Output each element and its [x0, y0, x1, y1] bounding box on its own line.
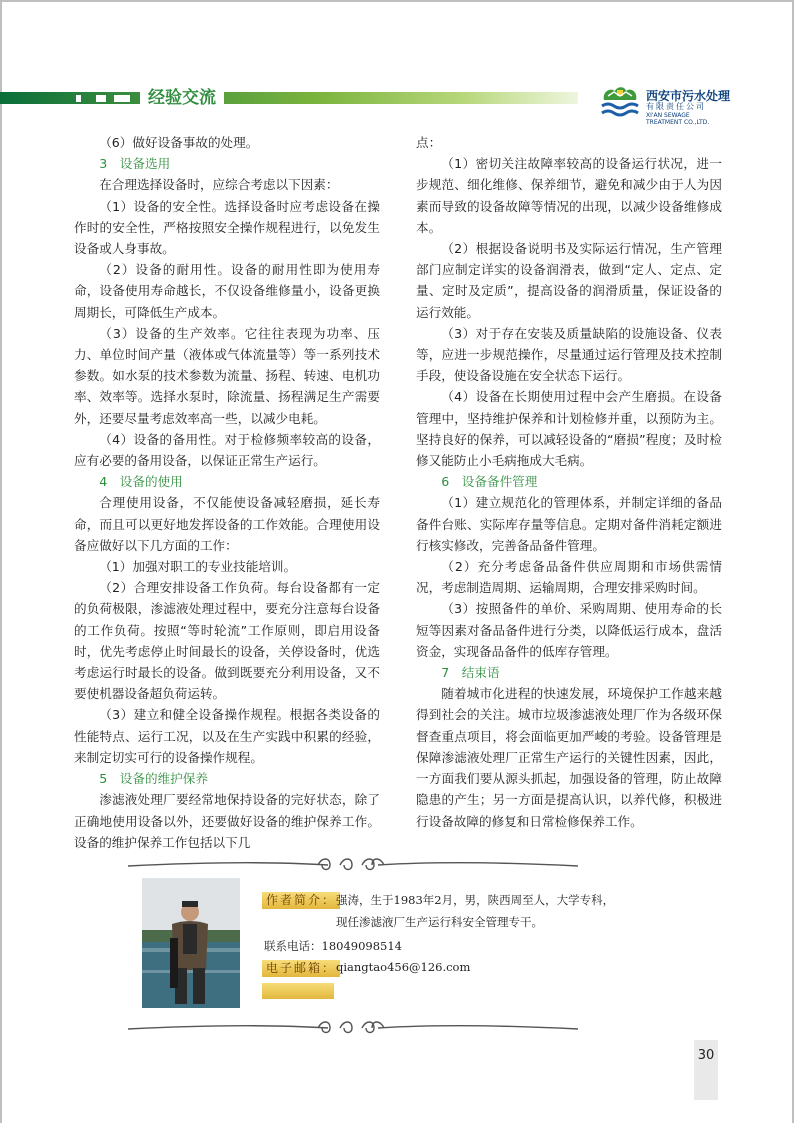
- paragraph: 随着城市化进程的快速发展，环境保护工作越来越得到社会的关注。城市垃圾渗滤液处理厂作为各级环保督查重点项目，将会面临更加严峻的考验。设备管理是保障渗滤液处理厂正常生产运行的关键性因素，因此，一方面我们要从源头抓起，加强设备的管理，防止故障隐患的产生；另一方面是提高认识，以养代修，积极进行设备故障的修复和日常检修保养工作。: [416, 686, 722, 829]
- section-heading: 5 设备的维护保养: [99, 771, 208, 787]
- paragraph: （6）做好设备事故的处理。: [99, 135, 259, 150]
- ornament-divider-top-icon: [128, 853, 578, 875]
- header-square-2: [96, 95, 106, 102]
- author-intro-line-2: 现任渗滤液厂生产运行科安全管理专干。: [336, 915, 543, 929]
- author-photo: [142, 878, 240, 1008]
- paragraph: （1）设备的安全性。选择设备时应考虑设备在操作时的安全性，严格按照安全操作规程进行，以免发生设备或人身事故。: [74, 198, 380, 257]
- paragraph: （3）建立和健全设备操作规程。根据各类设备的性能特点、运行工况，以及在生产实践中积累的经验，来制定切实可行的设备操作规程。: [74, 707, 380, 765]
- paragraph: 在合理选择设备时，应综合考虑以下因素：: [99, 177, 339, 193]
- logo-company-suffix: 有限责任公司: [646, 102, 706, 111]
- paragraph: （3）按照备件的单价、采购周期、使用寿命的长短等因素对备品备件进行分类，以降低运行成本，盘活资金，实现备品备件的低库存管理。: [416, 601, 722, 659]
- paragraph: （4）设备在长期使用过程中会产生磨损。在设备管理中，坚持维护保养和计划检修并重，以预防为主。坚持良好的保养，可以减轻设备的“磨损”程度；及时检修又能防止小毛病拖成大毛病。: [416, 389, 722, 469]
- right-column: [416, 132, 722, 832]
- author-intro-line-1: 强涛，生于1983年2月，男，陕西周至人，大学专科，: [336, 893, 615, 907]
- section-heading: 6 设备备件管理: [441, 474, 538, 490]
- logo-en-line-2: TREATMENT CO.,LTD.: [646, 119, 710, 126]
- logo-en-line-1: XI'AN SEWAGE: [646, 112, 690, 119]
- section-title: 经验交流: [140, 86, 224, 110]
- section-heading: 4 设备的使用: [99, 474, 183, 490]
- paragraph: （1）加强对职工的专业技能培训。: [99, 559, 297, 575]
- section-heading: 7 结束语: [441, 665, 500, 681]
- paragraph: 合理使用设备，不仅能使设备减轻磨损，延长寿命，而且可以更好地发挥设备的工作效能。合理使用设备应做好以下几方面的工作：: [74, 495, 380, 553]
- ornament-divider-bottom-icon: [128, 1016, 578, 1038]
- paragraph: （2）设备的耐用性。设备的耐用性即为使用寿命，设备使用寿命越长，不仅设备维修量小，设备更换周期长，可降低生产成本。: [74, 262, 380, 320]
- paragraph: （1）建立规范化的管理体系，并制定详细的备品备件台账、实际库存量等信息。定期对备件消耗定额进行核实修改，完善备品备件管理。: [416, 495, 722, 553]
- paragraph: （3）设备的生产效率。它往往表现为功率、压力、单位时间产量（液体或气体流量等）等一系列技术参数。如水泵的技术参数为流量、扬程、转速、电机功率、效率等。选择水泵时，除流量、扬程满足生产需要外，还要尽量考虑效率高一些，以减少电耗。: [74, 325, 380, 426]
- logo-company-name: 西安市污水处理: [646, 89, 731, 103]
- author-info-box: [142, 878, 615, 1008]
- author-phone: 联系电话：18049098514: [264, 939, 402, 953]
- paragraph: （2）充分考虑备品备件供应周期和市场供需情况，考虑制造周期、运输周期，合理安排采购时间。: [416, 559, 722, 596]
- paragraph: 渗滤液处理厂要经常地保持设备的完好状态，除了正确地使用设备以外，还要做好设备的维护保养工作。设备的维护保养工作包括以下几: [74, 792, 380, 850]
- paragraph: 点：: [416, 135, 442, 150]
- page-border-top: [0, 0, 794, 2]
- logo-english-name: [646, 112, 709, 126]
- paragraph: （4）设备的备用性。对于检修频率较高的设备，应有必要的备用设备，以保证正常生产运行。: [74, 431, 380, 469]
- author-intro-label: 作者简介：: [262, 892, 340, 909]
- decorative-gold-bar: [262, 983, 334, 999]
- company-logo-icon: [600, 86, 640, 120]
- author-email-label: 电子邮箱：: [262, 960, 340, 977]
- author-email[interactable]: qiangtao456@126.com: [336, 960, 471, 974]
- paragraph: （1）密切关注故障率较高的设备运行状况，进一步规范、细化维修、保养细节，避免和减少由于人为因素而导致的设备故障等情况的出现，以减少设备维修成本。: [416, 156, 722, 235]
- paragraph: （3）对于存在安装及质量缺陷的设施设备、仪表等，应进一步规范操作，尽量通过运行管理及技术控制手段，使设备设施在安全状态下运行。: [416, 325, 722, 384]
- paragraph: （2）根据设备说明书及实际运行情况，生产管理部门应制定详实的设备润滑表，做到“定人、定点、定量、定时及定质”，提高设备的润滑质量，保证设备的运行效能。: [416, 241, 722, 320]
- left-column: [74, 132, 380, 853]
- paragraph: （2）合理安排设备工作负荷。每台设备都有一定的负荷极限，渗滤液处理过程中，要充分注意每台设备的工作负荷。按照“等时轮流”工作原则，即启用设备时，优先考虑停止时间最长的设备，关停设备时，优选考虑运行时最长的设备。做到既要充分利用设备，又不要使机器设备超负荷运转。: [74, 580, 380, 702]
- header-square-1: [76, 95, 81, 102]
- header-square-3: [114, 95, 130, 102]
- page-number: 30: [697, 1048, 715, 1063]
- section-heading: 3 设备选用: [99, 156, 171, 172]
- page-border-left: [0, 0, 2, 1123]
- header-gradient-bar: [0, 92, 578, 104]
